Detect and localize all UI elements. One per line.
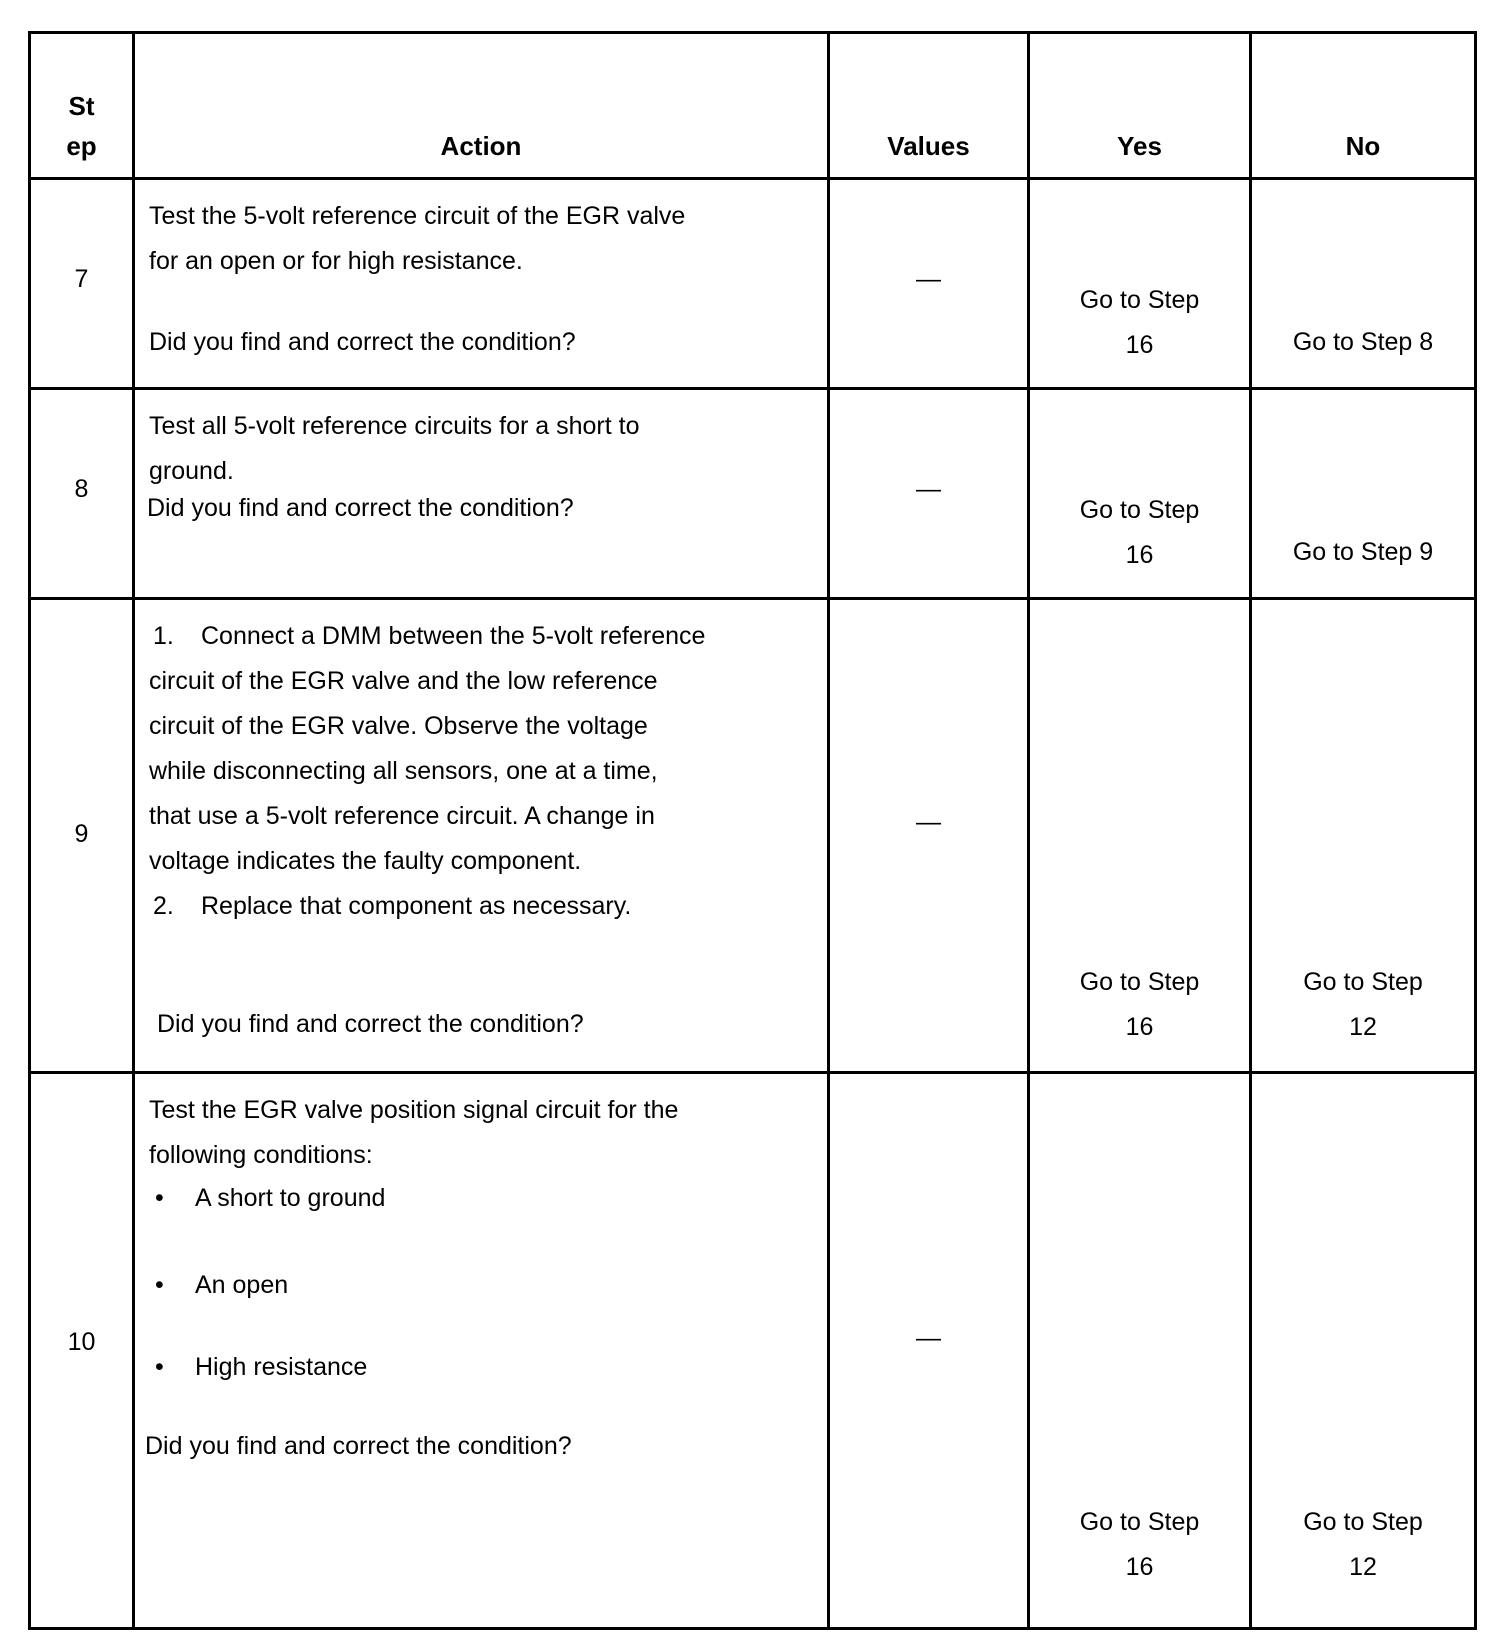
values-cell [829,1073,1029,1629]
no-line2: 12 [1349,1553,1377,1581]
value-dash: — [916,475,941,503]
header-no [1251,33,1476,179]
step-cell [30,599,134,1073]
table-row-step-8 [30,389,1476,599]
action-line: while disconnecting all sensors, one at a time, [149,757,658,785]
step-cell [30,1073,134,1629]
step-number: 8 [74,475,89,503]
yes-cell [1029,389,1251,599]
table-row-step-7 [30,179,1476,389]
action-line: ground. [149,457,234,485]
header-step-line2: ep [66,131,97,161]
header-values-label: Values [887,131,970,161]
action-line: Test the 5-volt reference circuit of the EGR valve [149,202,686,230]
item-number: 1. [153,622,174,650]
action-text [149,1088,787,1178]
yes-line1: Go to Step [1079,1508,1200,1536]
action-line: voltage indicates the faulty component. [149,847,582,875]
action-line: Test all 5-volt reference circuits for a short to [149,412,640,440]
values-cell [829,389,1029,599]
item-number: 2. [153,892,174,920]
action-line: for an open or for high resistance. [149,247,523,275]
no-cell [1251,599,1476,1073]
header-row [30,33,1476,179]
action-question: Did you find and correct the condition? [157,1010,584,1038]
step-cell [30,389,134,599]
action-cell [134,599,829,1073]
yes-line2: 16 [1125,541,1154,569]
step-cell [30,179,134,389]
table-row-step-10 [30,1073,1476,1629]
bullet-item [149,1176,787,1221]
action-cell [134,179,829,389]
action-line: circuit of the EGR valve and the low reference [149,667,658,695]
yes-result [1030,1500,1249,1590]
yes-result [1030,278,1249,368]
action-question: Did you find and correct the condition? [147,494,574,522]
step-number: 7 [74,265,89,293]
action-line: circuit of the EGR valve. Observe the voltage [149,712,648,740]
action-text [149,404,787,494]
no-result: Go to Step 9 [1292,538,1434,566]
header-step [30,33,134,179]
yes-result [1030,960,1249,1050]
value-dash: — [916,1324,941,1352]
no-line1: Go to Step [1303,968,1423,996]
step-number: 10 [67,1328,96,1356]
step-number: 9 [74,820,89,848]
action-line: following conditions: [149,1141,373,1169]
header-no-label: No [1345,131,1381,161]
yes-cell [1029,599,1251,1073]
header-step-line1: St [68,91,95,121]
value-dash: — [916,265,941,293]
numbered-item-1 [149,614,787,659]
bullet-text: An open [195,1271,289,1299]
action-question: Did you find and correct the condition? [145,1432,572,1460]
action-cell [134,389,829,599]
header-yes-label: Yes [1117,131,1162,161]
bullet-text: High resistance [195,1353,368,1381]
no-result [1252,1500,1474,1590]
header-values [829,33,1029,179]
numbered-item-2 [149,884,787,929]
no-result [1252,960,1474,1050]
table-row-step-9 [30,599,1476,1073]
yes-cell [1029,1073,1251,1629]
header-action [134,33,829,179]
yes-cell [1029,179,1251,389]
yes-line2: 16 [1125,1553,1154,1581]
item-text: Connect a DMM between the 5-volt reference [201,622,706,650]
bullet-glyph: • [155,1184,164,1212]
no-result: Go to Step 8 [1292,328,1434,356]
header-yes [1029,33,1251,179]
action-line: Test the EGR valve position signal circuit for the [149,1096,679,1124]
yes-line1: Go to Step [1079,968,1200,996]
value-dash: — [916,808,941,836]
header-step-label [31,86,132,166]
no-cell [1251,179,1476,389]
no-line1: Go to Step [1303,1508,1423,1536]
item-text: Replace that component as necessary. [201,892,632,920]
action-text [149,194,787,284]
bullet-glyph: • [155,1271,164,1299]
bullet-list [149,1176,787,1390]
bullet-item [149,1263,787,1308]
bullet-text: A short to ground [195,1184,386,1212]
yes-line1: Go to Step [1079,286,1200,314]
yes-line1: Go to Step [1079,496,1200,524]
yes-line2: 16 [1125,1013,1154,1041]
no-line2: 12 [1349,1013,1377,1041]
no-cell [1251,1073,1476,1629]
header-action-label: Action [440,131,522,161]
bullet-item [149,1345,787,1390]
values-cell [829,599,1029,1073]
bullet-glyph: • [155,1353,164,1381]
yes-line2: 16 [1125,331,1154,359]
action-cell [134,1073,829,1629]
no-cell [1251,389,1476,599]
values-cell [829,179,1029,389]
yes-result [1030,488,1249,578]
diagnostic-table [28,31,1477,1630]
action-question: Did you find and correct the condition? [149,328,576,356]
action-line: that use a 5-volt reference circuit. A change in [149,802,655,830]
action-text [149,614,787,929]
